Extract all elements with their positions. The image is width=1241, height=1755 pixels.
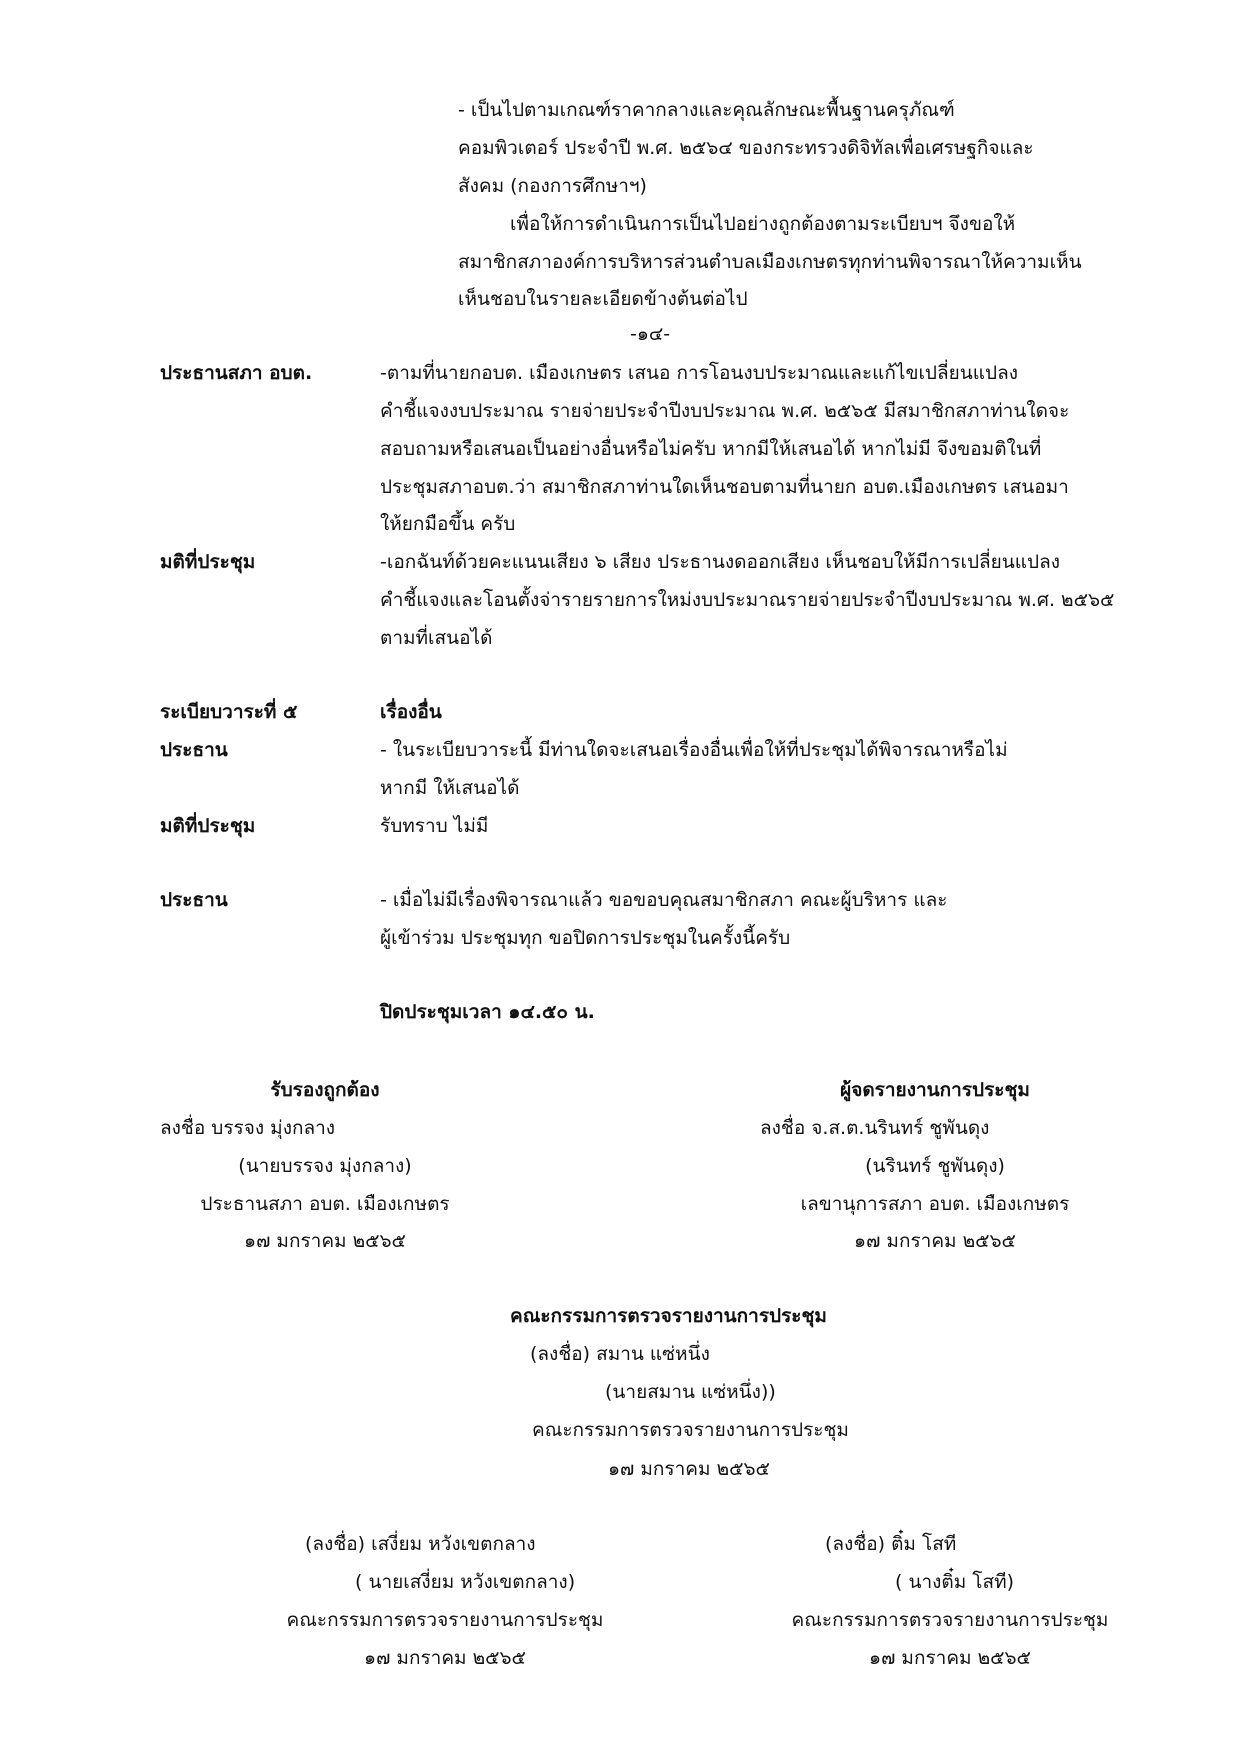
- resolution-1-line: -เอกฉันท์ด้วยคะแนนเสียง ๖ เสียง ประธานงดออกเสียง เห็นชอบให้มีการเปลี่ยนแปลง: [380, 551, 1061, 573]
- recorder-name: (นรินทร์ ชูพันดุง): [865, 1155, 1005, 1177]
- president-1-line: ให้ยกมือขึ้น ครับ: [380, 513, 516, 535]
- speaker-label-president: ประธาน: [160, 889, 228, 911]
- recorder-position: เลขานุการสภา อบต. เมืองเกษตร: [800, 1193, 1070, 1215]
- president-1-line: สอบถามหรือเสนอเป็นอย่างอื่นหรือไม่ครับ หากมีให้เสนอได้ หากไม่มี จึงขอมติในที่: [380, 438, 1042, 460]
- certifier-date: ๑๗ มกราคม ๒๕๖๕: [244, 1230, 406, 1252]
- committee-main-sign: (ลงชื่อ) สมาน แซ่หนึ่ง: [530, 1343, 710, 1365]
- committee-left-name: ( นายเสงี่ยม หวังเขตกลาง): [355, 1571, 576, 1593]
- committee-right-date: ๑๗ มกราคม ๒๕๖๕: [869, 1647, 1031, 1669]
- certifier-position: ประธานสภา อบต. เมืองเกษตร: [200, 1193, 450, 1215]
- resolution-1-line: คำชี้แจงและโอนตั้งจ่ารายรายการใหม่งบประมาณรายจ่ายประจำปีงบประมาณ พ.ศ. ๒๕๖๕: [380, 589, 1115, 611]
- committee-left-sign: (ลงชื่อ) เสงี่ยม หวังเขตกลาง: [305, 1533, 536, 1555]
- committee-heading: คณะกรรมการตรวจรายงานการประชุม: [510, 1305, 827, 1327]
- resolution-2-text: รับทราบ ไม่มี: [380, 815, 489, 837]
- intro-line: - เป็นไปตามเกณฑ์ราคากลางและคุณลักษณะพื้นฐานครุภัณฑ์: [458, 99, 955, 121]
- intro-line: เพื่อให้การดำเนินการเป็นไปอย่างถูกต้องตามระเบียบฯ จึงขอให้: [510, 213, 1016, 235]
- speaker-label-president: ประธาน: [160, 739, 228, 761]
- president-2-line: หากมี ให้เสนอได้: [380, 777, 520, 799]
- committee-main-date: ๑๗ มกราคม ๒๕๖๕: [608, 1458, 770, 1480]
- president-2-line: - ในระเบียบวาระนี้ มีท่านใดจะเสนอเรื่องอื่นเพื่อให้ที่ประชุมได้พิจารณาหรือไม่: [380, 739, 1008, 761]
- agenda-title: เรื่องอื่น: [380, 701, 442, 723]
- committee-left-position: คณะกรรมการตรวจรายงานการประชุม: [286, 1609, 604, 1631]
- resolution-label: มติที่ประชุม: [160, 551, 256, 573]
- committee-main-name: (นายสมาน แซ่หนึ่ง)): [605, 1381, 776, 1403]
- committee-right-position: คณะกรรมการตรวจรายงานการประชุม: [791, 1609, 1109, 1631]
- president-1-line: ประชุมสภาอบต.ว่า สมาชิกสภาท่านใดเห็นชอบตามที่นายก อบต.เมืองเกษตร เสนอมา: [380, 476, 1069, 498]
- resolution-1-line: ตามที่เสนอได้: [380, 627, 493, 649]
- intro-line: คอมพิวเตอร์ ประจำปี พ.ศ. ๒๕๖๔ ของกระทรวงดิจิทัลเพื่อเศรษฐกิจและ: [458, 137, 1034, 159]
- agenda-label: ระเบียบวาระที่ ๕: [160, 701, 298, 723]
- president-1-line: คำชี้แจงงบประมาณ รายจ่ายประจำปีงบประมาณ พ.ศ. ๒๕๖๕ มีสมาชิกสภาท่านใดจะ: [380, 400, 1070, 422]
- recorder-heading: ผู้จดรายงานการประชุม: [840, 1079, 1030, 1101]
- resolution-label: มติที่ประชุม: [160, 815, 256, 837]
- president-3-line: ผู้เข้าร่วม ประชุมทุก ขอปิดการประชุมในครั้งนี้ครับ: [380, 927, 791, 949]
- committee-main-position: คณะกรรมการตรวจรายงานการประชุม: [532, 1419, 849, 1441]
- committee-left-date: ๑๗ มกราคม ๒๕๖๕: [364, 1647, 526, 1669]
- president-1-line: -ตามที่นายกอบต. เมืองเกษตร เสนอ การโอนงบประมาณและแก้ไขเปลี่ยนแปลง: [380, 362, 1018, 384]
- certifier-sign: ลงชื่อ บรรจง มุ่งกลาง: [160, 1117, 336, 1139]
- recorder-date: ๑๗ มกราคม ๒๕๖๕: [854, 1230, 1016, 1252]
- committee-right-sign: (ลงชื่อ) ติ๋ม โสที: [825, 1533, 957, 1555]
- certifier-name: (นายบรรจง มุ่งกลาง): [238, 1155, 412, 1177]
- intro-line: สังคม (กองการศึกษาฯ): [458, 175, 647, 197]
- speaker-label-president-council: ประธานสภา อบต.: [160, 362, 313, 384]
- closing-time: ปิดประชุมเวลา ๑๔.๕๐ น.: [380, 1001, 595, 1023]
- president-3-line: - เมื่อไม่มีเรื่องพิจารณาแล้ว ขอขอบคุณสมาชิกสภา คณะผู้บริหาร และ: [380, 889, 948, 911]
- page-number: -๑๔-: [630, 323, 671, 345]
- recorder-sign: ลงชื่อ จ.ส.ต.นรินทร์ ชูพันดุง: [760, 1117, 990, 1139]
- intro-line: สมาชิกสภาองค์การบริหารส่วนตำบลเมืองเกษตรทุกท่านพิจารณาให้ความเห็น: [458, 251, 1082, 273]
- certifier-heading: รับรองถูกต้อง: [270, 1079, 380, 1101]
- committee-right-name: ( นางติ๋ม โสที): [895, 1571, 1015, 1593]
- intro-line: เห็นชอบในรายละเอียดข้างต้นต่อไป: [458, 288, 748, 310]
